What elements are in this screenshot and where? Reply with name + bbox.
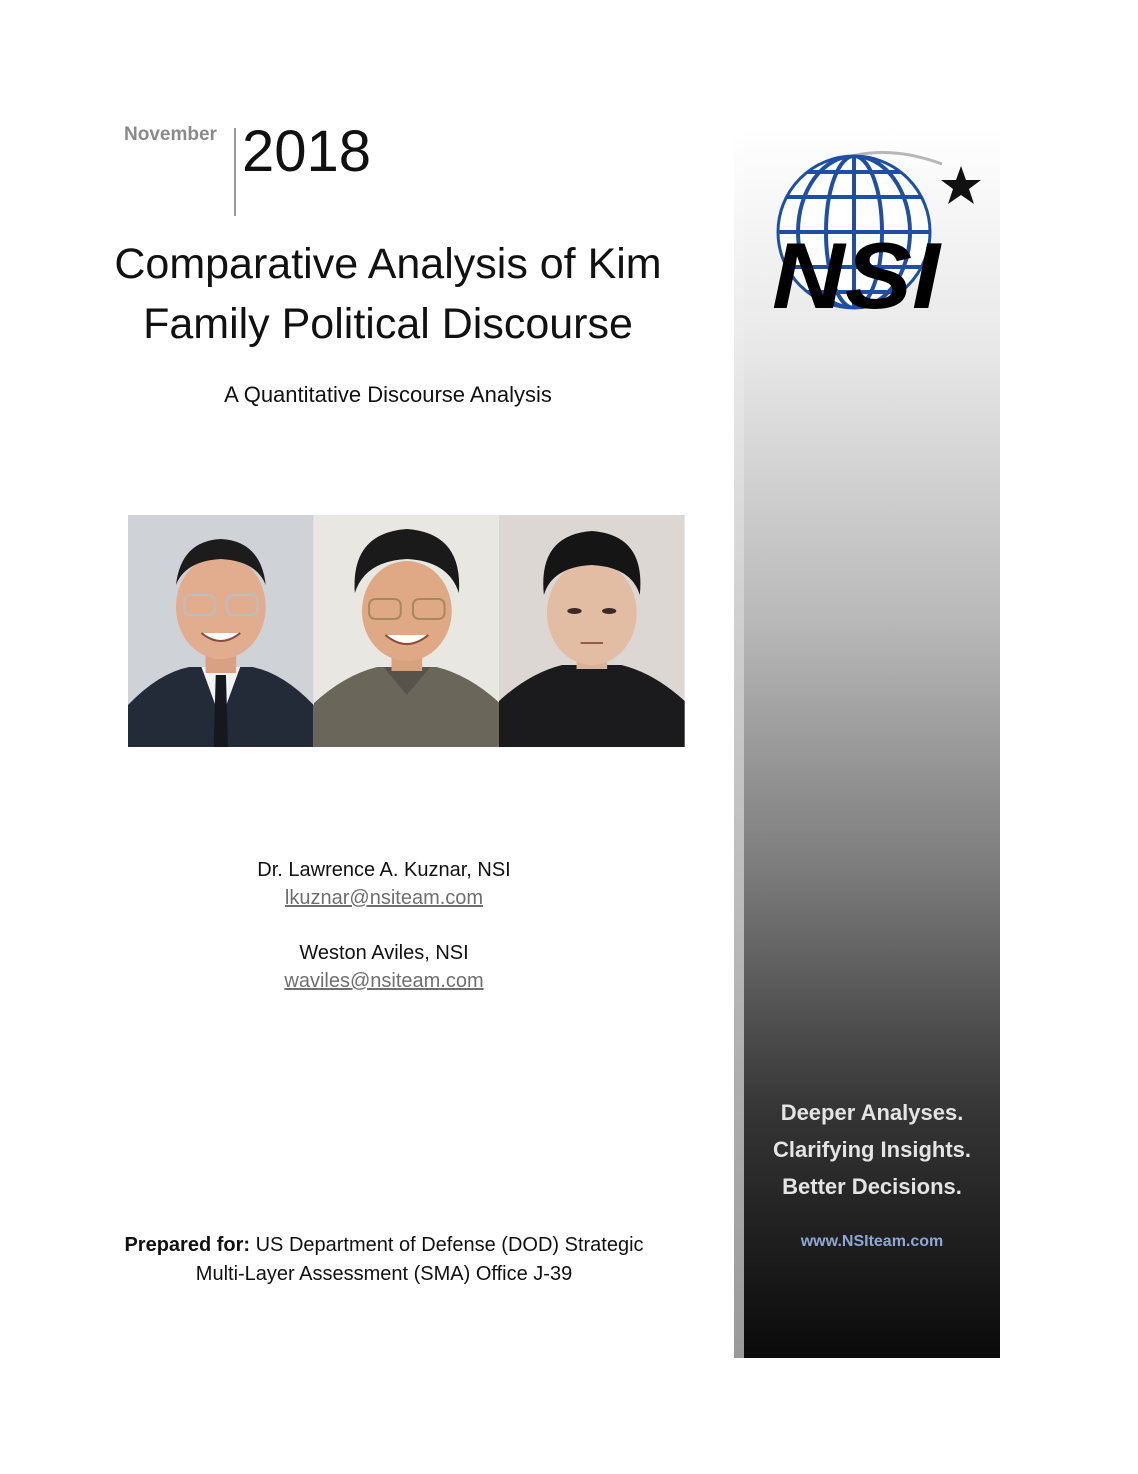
portrait-strip (128, 515, 685, 747)
prepared-for-label: Prepared for: (124, 1234, 251, 1256)
date-year: 2018 (242, 119, 372, 184)
portrait-3-image (499, 515, 685, 747)
date-month: November (124, 124, 217, 145)
document-title (60, 234, 716, 354)
portrait-2-image (314, 515, 500, 747)
nsi-logo-text: NSI (772, 223, 943, 328)
tagline-line-2: Clarifying Insights. (772, 1137, 972, 1162)
sidebar-edge-stripe (734, 134, 744, 1358)
author-2-name: Weston Aviles, NSI (299, 942, 469, 964)
author-2-email-link[interactable]: waviles@nsiteam.com (284, 970, 484, 992)
prepared-for (80, 1231, 688, 1289)
document-subtitle: A Quantitative Discourse Analysis (224, 382, 552, 407)
tagline-line-3: Better Decisions. (782, 1174, 962, 1199)
tagline (744, 1094, 1000, 1205)
title-line-2: Family Political Discourse (143, 300, 633, 348)
tagline-line-1: Deeper Analyses. (780, 1100, 964, 1125)
prepared-for-line-2: Multi-Layer Assessment (SMA) Office J-39 (195, 1263, 573, 1285)
author-1 (160, 856, 608, 912)
nsi-logo (770, 142, 990, 332)
date-divider (234, 128, 236, 216)
title-line-1: Comparative Analysis of Kim (114, 240, 662, 288)
portrait-1-image (128, 515, 314, 747)
prepared-for-line-1: US Department of Defense (DOD) Strategic (255, 1234, 644, 1256)
website-link[interactable]: www.NSIteam.com (800, 1233, 944, 1250)
author-1-name: Dr. Lawrence A. Kuznar, NSI (257, 859, 511, 881)
author-1-email-link[interactable]: lkuznar@nsiteam.com (284, 887, 484, 909)
authors-block (160, 856, 608, 1022)
author-2 (160, 939, 608, 995)
